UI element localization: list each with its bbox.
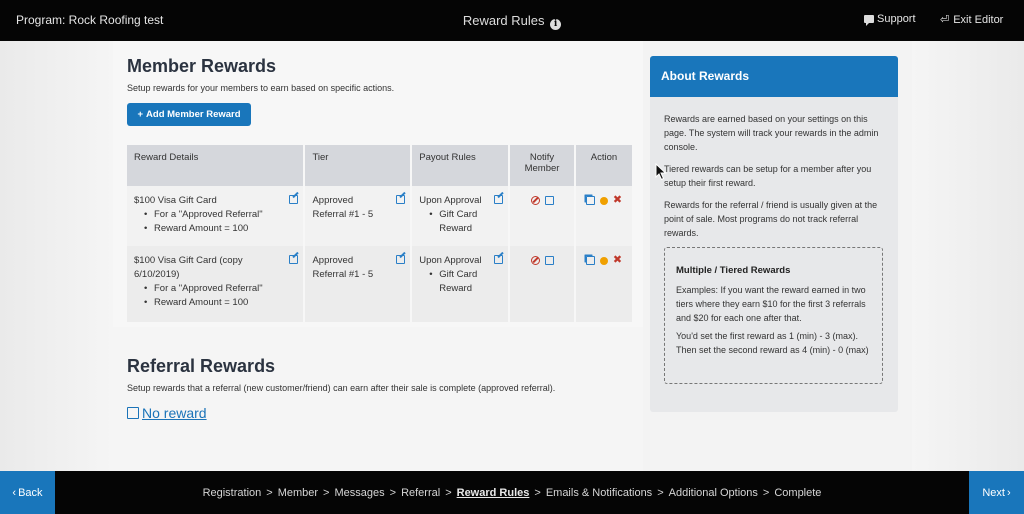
edit-icon[interactable] xyxy=(494,195,503,204)
reward-detail-bullets xyxy=(134,282,296,310)
back-label: Back xyxy=(18,486,43,499)
step-referral[interactable]: Referral xyxy=(401,487,441,499)
edit-icon[interactable] xyxy=(396,255,405,264)
pause-icon[interactable] xyxy=(600,257,608,265)
chevron-right-icon: › xyxy=(1006,486,1011,499)
referral-section-bg xyxy=(113,327,643,471)
support-link[interactable] xyxy=(864,13,916,25)
column-header: Payout Rules xyxy=(411,145,509,186)
member-rewards-subtitle: Setup rewards for your members to earn based on specific actions. xyxy=(127,83,395,93)
tier-cell xyxy=(304,246,411,322)
about-rewards-heading: About Rewards xyxy=(650,56,898,97)
column-header: Tier xyxy=(304,145,411,186)
reward-details-cell xyxy=(127,246,304,322)
table-header-row xyxy=(127,145,633,186)
about-rewards-panel xyxy=(650,56,898,412)
exit-icon: ⏎ xyxy=(940,14,950,26)
list-item: • Reward Amount = 100 xyxy=(154,296,296,310)
list-item: • For a "Approved Referral" xyxy=(154,208,296,222)
column-header: Action xyxy=(575,145,633,186)
bottom-bar xyxy=(0,471,1024,514)
payout-bullets xyxy=(419,268,501,296)
about-paragraph: Tiered rewards can be setup for a member after you setup their first reward. xyxy=(664,164,872,188)
payout-bullets xyxy=(419,208,501,236)
plus-icon: + xyxy=(137,109,144,120)
payout-cell xyxy=(411,186,509,246)
pause-icon[interactable] xyxy=(600,197,608,205)
tiered-paragraph: Examples: If you want the reward earned in two tiers where they earn $10 for the first 3 referrals and $20 for each one after that. xyxy=(676,285,866,323)
delete-icon[interactable]: ✖ xyxy=(612,254,623,266)
tiered-rewards-box xyxy=(664,247,883,384)
top-bar xyxy=(0,0,1024,41)
about-paragraph: Rewards for the referral / friend is usually given at the point of sale. Most programs do not track referral rewards. xyxy=(664,200,878,238)
about-paragraph: Rewards are earned based on your settings on this page. The system will track your rewards in the admin console. xyxy=(664,114,879,152)
edit-icon[interactable] xyxy=(545,196,554,205)
tiered-rewards-heading: Multiple / Tiered Rewards xyxy=(676,265,791,276)
exit-editor-link[interactable] xyxy=(940,13,1003,26)
edit-icon[interactable] xyxy=(396,195,405,204)
chevron-left-icon: ‹ xyxy=(12,486,17,499)
list-item: • Reward Amount = 100 xyxy=(154,222,296,236)
step-additional-options[interactable]: Additional Options xyxy=(668,487,758,499)
action-cell xyxy=(575,246,633,322)
list-item: • Gift Card Reward xyxy=(439,208,501,236)
tier-text: Approved Referral #1 - 5 xyxy=(312,255,374,280)
copy-icon[interactable] xyxy=(586,196,595,205)
reward-detail-title: $100 Visa Gift Card (copy 6/10/2019) xyxy=(134,255,243,280)
edit-icon[interactable] xyxy=(494,255,503,264)
tier-text: Approved Referral #1 - 5 xyxy=(312,195,374,220)
tier-cell xyxy=(304,186,411,246)
add-member-reward-button[interactable] xyxy=(127,103,251,126)
table-row xyxy=(127,186,633,246)
left-margin xyxy=(0,41,113,471)
tiered-paragraph: You'd set the first reward as 1 (min) - 3 (max). Then set the second reward as 4 (min) - 0 (max) xyxy=(676,331,869,355)
next-button[interactable] xyxy=(969,471,1024,514)
referral-rewards-heading: Referral Rewards xyxy=(127,356,276,376)
block-icon[interactable] xyxy=(531,256,540,265)
list-item: • For a "Approved Referral" xyxy=(154,282,296,296)
column-header: Notify Member xyxy=(509,145,575,186)
list-item: • Gift Card Reward xyxy=(439,268,501,296)
step-emails-notifications[interactable]: Emails & Notifications xyxy=(545,487,653,499)
no-reward-label: No reward xyxy=(142,405,207,421)
copy-icon[interactable] xyxy=(586,256,595,265)
member-rewards-heading: Member Rewards xyxy=(127,56,277,76)
info-icon[interactable]: i xyxy=(550,19,561,30)
step-registration[interactable]: Registration xyxy=(202,487,262,499)
reward-detail-title: $100 Visa Gift Card xyxy=(134,195,217,206)
right-margin xyxy=(912,41,1024,471)
mouse-cursor-icon xyxy=(655,163,667,181)
edit-icon[interactable] xyxy=(545,256,554,265)
block-icon[interactable] xyxy=(531,196,540,205)
support-label: Support xyxy=(877,13,916,25)
back-button[interactable] xyxy=(0,471,55,514)
page-title-text: Reward Rules xyxy=(462,13,545,28)
payout-text: Upon Approval xyxy=(419,255,482,266)
program-name: Program: Rock Roofing test xyxy=(16,13,164,27)
member-rewards-table xyxy=(127,145,634,322)
no-reward-link[interactable] xyxy=(127,405,207,421)
step-reward-rules[interactable]: Reward Rules xyxy=(456,487,530,499)
payout-text: Upon Approval xyxy=(419,195,482,206)
main-content xyxy=(113,41,643,471)
step-breadcrumb: Registration > Member > Messages > Referral > Reward Rules > Emails & Notifications > Additional Options > Complete xyxy=(202,487,822,499)
step-member[interactable]: Member xyxy=(277,487,319,499)
next-label: Next xyxy=(982,486,1005,499)
exit-label: Exit Editor xyxy=(953,13,1004,26)
edit-icon[interactable] xyxy=(289,195,298,204)
referral-rewards-subtitle: Setup rewards that a referral (new customer/friend) can earn after their sale is complete (approved referral). xyxy=(127,383,556,393)
delete-icon[interactable]: ✖ xyxy=(612,194,623,206)
chat-icon xyxy=(864,15,874,23)
notify-cell xyxy=(509,186,575,246)
column-header: Reward Details xyxy=(127,145,304,186)
reward-detail-bullets xyxy=(134,208,296,236)
reward-details-cell xyxy=(127,186,304,246)
action-cell xyxy=(575,186,633,246)
step-complete[interactable]: Complete xyxy=(774,487,822,499)
step-messages[interactable]: Messages xyxy=(334,487,385,499)
notify-cell xyxy=(509,246,575,322)
edit-icon[interactable] xyxy=(289,255,298,264)
payout-cell xyxy=(411,246,509,322)
add-member-reward-label: Add Member Reward xyxy=(146,109,241,120)
edit-icon xyxy=(127,407,139,419)
table-row xyxy=(127,246,633,322)
